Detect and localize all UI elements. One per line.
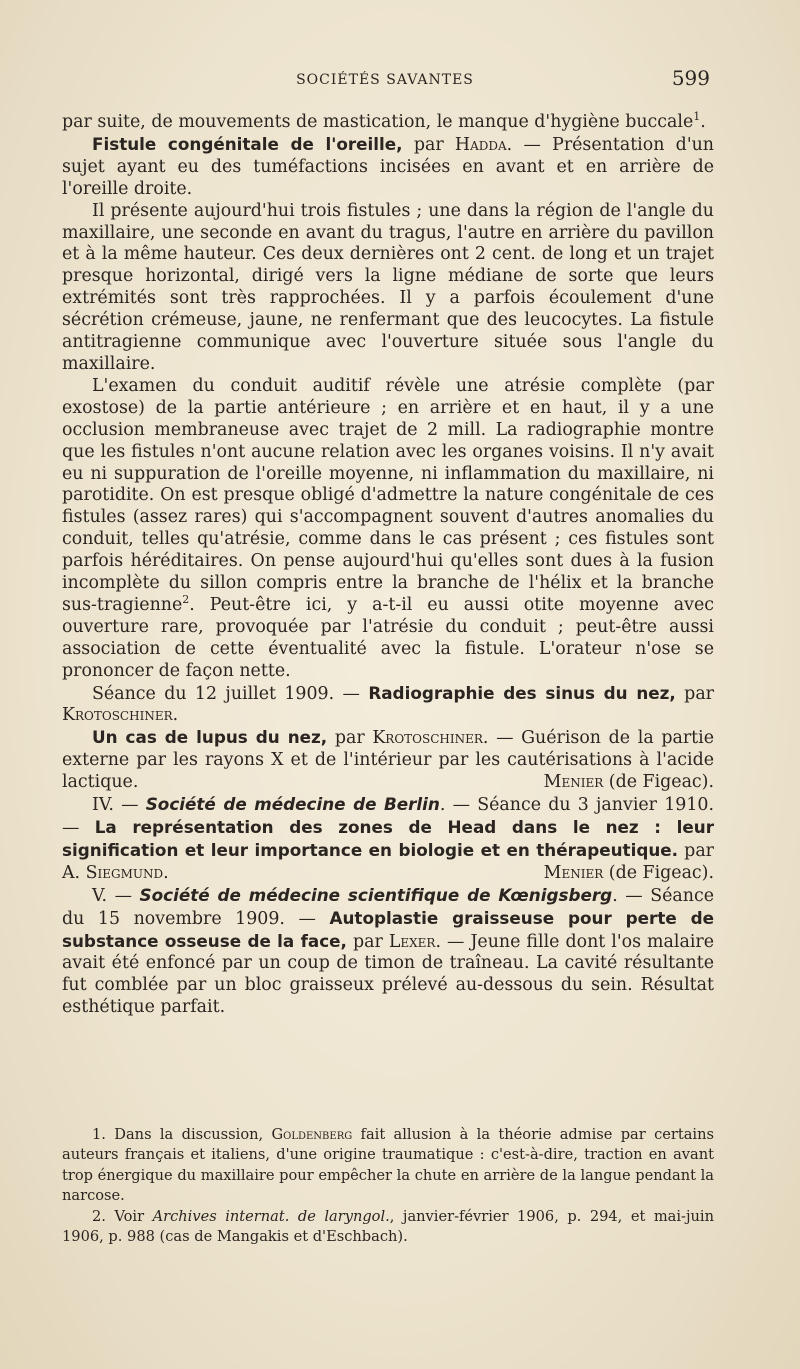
author-name: Krotoschiner — [62, 705, 173, 726]
signature-place: (de Figeac). — [603, 772, 714, 793]
paragraph-text: . — Séance du 3 janvier 1910. — — [62, 795, 714, 838]
paragraph-text: . Peut-être ici, y a-t-il eu aussi otite moyenne avec ouverture rare, provoquée par l'atrésie du conduit ; peut-être aussi association de cette éventualité avec la fistule. L'orateur n'ose se prononcer de façon nette. — [62, 594, 714, 681]
paragraph-text: Séance du 12 juillet 1909. — — [92, 683, 369, 704]
section-title: Un cas de lupus du nez, — [92, 727, 328, 748]
footnote-text: Dans la discussion, — [114, 1126, 272, 1143]
section-number: IV. — — [92, 795, 146, 816]
author-name: Hadda — [454, 134, 507, 155]
paragraph-text: . — [700, 112, 706, 132]
paragraph-text: par — [346, 931, 389, 952]
paragraph-text: par A. — [62, 840, 714, 883]
paragraph-lupus — [62, 727, 714, 794]
paragraph-text: . — Présentation d'un sujet ayant eu des tuméfactions incisées en avant et en arrière de l'oreille droite. — [62, 134, 714, 199]
paragraph-text: par — [675, 683, 714, 704]
footnotes — [62, 1125, 714, 1247]
paragraph-text: . — Guérison de la partie externe par les rayons X et de l'intérieur par les cautérisations à l'acide lactique. — [62, 728, 714, 793]
footnote-ref: 2 — [182, 593, 190, 607]
paragraph-continuation — [62, 112, 714, 134]
author-name: Lexer — [388, 931, 436, 952]
paragraph-text: par suite, de mouvements de mastication, le manque d'hygiène buccale — [62, 112, 694, 132]
paragraph-text: . — Séance du 15 novembre 1909. — — [62, 885, 715, 929]
paragraph-koenigsberg — [62, 885, 714, 1019]
article-body — [62, 112, 714, 1019]
footnote-text: fait allusion à la théorie admise par certains auteurs français et italiens, d'une origine traumatique : c'est-à-dire, traction en avant trop énergique du maxillaire pour empêcher la chute en arrière de la langue pendant la narcose. — [62, 1126, 714, 1205]
running-head: SOCIÉTÉS SAVANTES — [296, 72, 474, 88]
page-number: 599 — [671, 66, 710, 90]
society-name: Société de médecine de Berlin — [145, 794, 440, 815]
signature — [514, 863, 714, 885]
footnote-text: , janvier-février 1906, p. 294, et mai-juin 1906, p. 988 (cas de Mangakis et d'Eschbach). — [62, 1207, 714, 1246]
paragraph-text: par — [402, 134, 455, 155]
signature-name: Menier — [543, 772, 604, 793]
page-header — [60, 66, 710, 100]
signature — [514, 772, 714, 794]
author-name: Krotoschiner — [372, 728, 483, 749]
journal-title: Archives internat. de laryngol. — [152, 1207, 390, 1225]
section-title: La représentation des zones de Head dans le nez : leur signification et leur importance en biologie et en thérapeutique. — [62, 817, 715, 860]
paragraph-seance — [62, 683, 714, 728]
section-title: Fistule congénitale de l'oreille, — [92, 133, 403, 154]
paragraph-berlin — [62, 794, 714, 885]
section-title: Autoplastie graisseuse pour perte de substance osseuse de la face, — [62, 907, 714, 951]
section-title: Radiographie des sinus du nez, — [368, 682, 676, 703]
footnote-number: 1. — [92, 1126, 115, 1143]
paragraph-text: . — [163, 862, 169, 883]
paragraph-text: . — [172, 705, 179, 726]
signature-place: (de Figeac). — [603, 862, 714, 883]
footnote-text: Voir — [114, 1207, 153, 1225]
society-name: Société de médecine scientifique de Kœnigsberg — [139, 884, 613, 905]
footnote-1 — [62, 1125, 714, 1207]
paragraph-description: Il présente aujourd'hui trois fistules ; une dans la région de l'angle du maxillaire, une seconde en avant du tragus, l'autre en arrière du pavillon et à la même hauteur. Ces deux dernières ont 2 cent. de long et un trajet presque horizontal, dirigé vers la ligne médiane de sorte que leurs extrémités sont très rapprochées. Il y a parfois écoulement d'une sécrétion crémeuse, jaune, ne renfermant que des leucocytes. La fistule antitragienne communique avec l'ouverture située sous l'angle du maxillaire. — [62, 200, 714, 374]
paragraph-examen — [62, 376, 714, 683]
paragraph-text: . — Jeune fille dont l'os malaire avait été enfoncé par un coup de timon de traîneau. La cavité résultante fut comblée par un bloc graisseux prélevé au-dessous du sein. Résultat esthétique parfait. — [62, 931, 715, 1018]
footnote-ref: 1 — [693, 110, 701, 124]
author-name: Goldenberg — [271, 1126, 353, 1143]
paragraph-text: L'examen du conduit auditif révèle une atrésie complète (par exostose) de la partie antérieure ; en arrière et en haut, il y a une occlusion membraneuse avec trajet de 2 mill. La radiographie montre que les fistules n'ont aucune relation avec les organes voisins. Il n'y avait eu ni suppuration de l'oreille moyenne, ni inflammation du maxillaire, ni parotidite. On est presque obligé d'admettre la nature congénitale de ces fistules (assez rares) qui s'accompagnent souvent d'autres anomalies du conduit, telles qu'atrésie, comme dans le cas présent ; ces fistules sont parfois héréditaires. On pense aujourd'hui qu'elles sont dues à la fusion incomplète du sillon compris entre la branche de l'hélix et la branche sus-tragienne — [62, 375, 714, 615]
paragraph-text: par — [327, 728, 373, 749]
author-name: Siegmund — [85, 862, 164, 883]
footnote-2 — [62, 1207, 714, 1248]
signature-name: Menier — [543, 862, 604, 883]
paragraph-fistule — [62, 134, 714, 201]
footnote-number: 2. — [92, 1207, 115, 1225]
section-number: V. — — [92, 885, 140, 906]
